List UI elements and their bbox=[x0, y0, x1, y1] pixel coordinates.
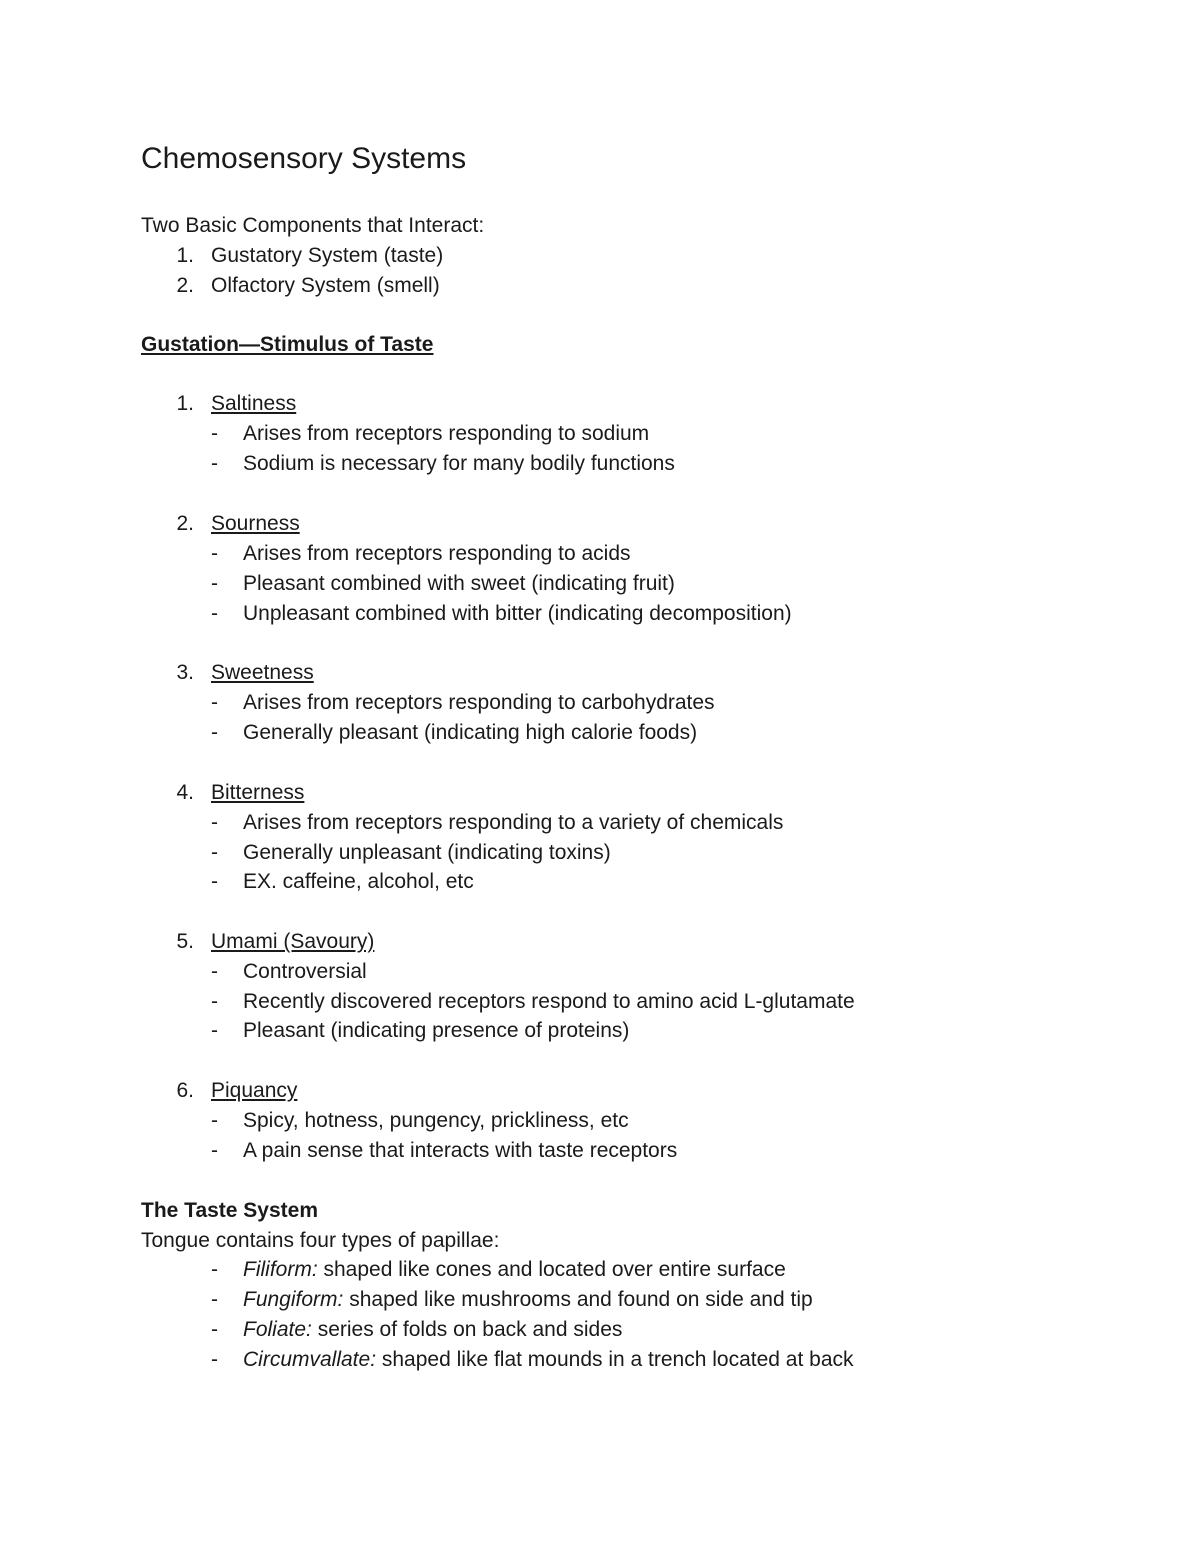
intro-item-number: 1. bbox=[176, 244, 194, 267]
document-title: Chemosensory Systems bbox=[141, 142, 467, 175]
bullet-dash: - bbox=[211, 870, 218, 893]
taste-bullet: Unpleasant combined with bitter (indicating decomposition) bbox=[243, 602, 792, 625]
papilla-item bbox=[243, 1257, 786, 1283]
gustation-heading: Gustation—Stimulus of Taste bbox=[141, 333, 434, 356]
taste-bullet: Arises from receptors responding to sodium bbox=[243, 422, 650, 445]
taste-bullet: Generally pleasant (indicating high calorie foods) bbox=[243, 721, 698, 744]
bullet-dash: - bbox=[211, 1139, 218, 1162]
bullet-dash: - bbox=[211, 1019, 218, 1042]
bullet-dash: - bbox=[211, 691, 218, 714]
taste-bullet: Controversial bbox=[243, 960, 367, 983]
papilla-desc: shaped like flat mounds in a trench located at back bbox=[376, 1348, 854, 1371]
bullet-dash: - bbox=[211, 841, 218, 864]
taste-bullet: Spicy, hotness, pungency, prickliness, etc bbox=[243, 1109, 629, 1132]
taste-number: 5. bbox=[176, 930, 194, 953]
papilla-term: Circumvallate: bbox=[243, 1348, 377, 1371]
taste-bullet: Pleasant (indicating presence of proteins) bbox=[243, 1019, 630, 1042]
taste-name: Piquancy bbox=[211, 1079, 298, 1102]
taste-name: Sweetness bbox=[211, 661, 314, 684]
taste-bullet: Generally unpleasant (indicating toxins) bbox=[243, 841, 611, 864]
bullet-dash: - bbox=[211, 811, 218, 834]
papilla-item bbox=[243, 1317, 622, 1343]
papilla-desc: series of folds on back and sides bbox=[311, 1318, 623, 1341]
bullet-dash: - bbox=[211, 1258, 218, 1281]
taste-bullet: A pain sense that interacts with taste receptors bbox=[243, 1139, 678, 1162]
taste-bullet: Arises from receptors responding to acids bbox=[243, 542, 631, 565]
papilla-term: Foliate: bbox=[243, 1318, 312, 1341]
taste-bullet: Recently discovered receptors respond to amino acid L-glutamate bbox=[243, 990, 855, 1013]
taste-number: 1. bbox=[176, 392, 194, 415]
intro-item: Olfactory System (smell) bbox=[211, 274, 440, 297]
bullet-dash: - bbox=[211, 1348, 218, 1371]
bullet-dash: - bbox=[211, 542, 218, 565]
taste-system-lead: Tongue contains four types of papillae: bbox=[141, 1229, 500, 1252]
intro-lead: Two Basic Components that Interact: bbox=[141, 214, 485, 237]
taste-bullet: Pleasant combined with sweet (indicating fruit) bbox=[243, 572, 675, 595]
bullet-dash: - bbox=[211, 422, 218, 445]
taste-bullet: Sodium is necessary for many bodily functions bbox=[243, 452, 675, 475]
taste-number: 2. bbox=[176, 512, 194, 535]
taste-name: Saltiness bbox=[211, 392, 297, 415]
taste-system-heading: The Taste System bbox=[141, 1199, 319, 1222]
taste-name: Sourness bbox=[211, 512, 300, 535]
bullet-dash: - bbox=[211, 1318, 218, 1341]
bullet-dash: - bbox=[211, 960, 218, 983]
papilla-term: Fungiform: bbox=[243, 1288, 344, 1311]
papilla-term: Filiform: bbox=[243, 1258, 318, 1281]
taste-name: Bitterness bbox=[211, 781, 305, 804]
intro-item-number: 2. bbox=[176, 274, 194, 297]
taste-bullet: Arises from receptors responding to a variety of chemicals bbox=[243, 811, 784, 834]
papilla-item bbox=[243, 1347, 854, 1373]
taste-bullet: EX. caffeine, alcohol, etc bbox=[243, 870, 474, 893]
papilla-desc: shaped like mushrooms and found on side and tip bbox=[343, 1288, 813, 1311]
bullet-dash: - bbox=[211, 990, 218, 1013]
taste-number: 6. bbox=[176, 1079, 194, 1102]
bullet-dash: - bbox=[211, 602, 218, 625]
intro-item: Gustatory System (taste) bbox=[211, 244, 444, 267]
bullet-dash: - bbox=[211, 1288, 218, 1311]
papilla-desc: shaped like cones and located over entire surface bbox=[317, 1258, 786, 1281]
bullet-dash: - bbox=[211, 721, 218, 744]
taste-bullet: Arises from receptors responding to carbohydrates bbox=[243, 691, 715, 714]
taste-name: Umami (Savoury) bbox=[211, 930, 375, 953]
taste-number: 3. bbox=[176, 661, 194, 684]
bullet-dash: - bbox=[211, 1109, 218, 1132]
taste-number: 4. bbox=[176, 781, 194, 804]
papilla-item bbox=[243, 1287, 813, 1313]
bullet-dash: - bbox=[211, 572, 218, 595]
bullet-dash: - bbox=[211, 452, 218, 475]
